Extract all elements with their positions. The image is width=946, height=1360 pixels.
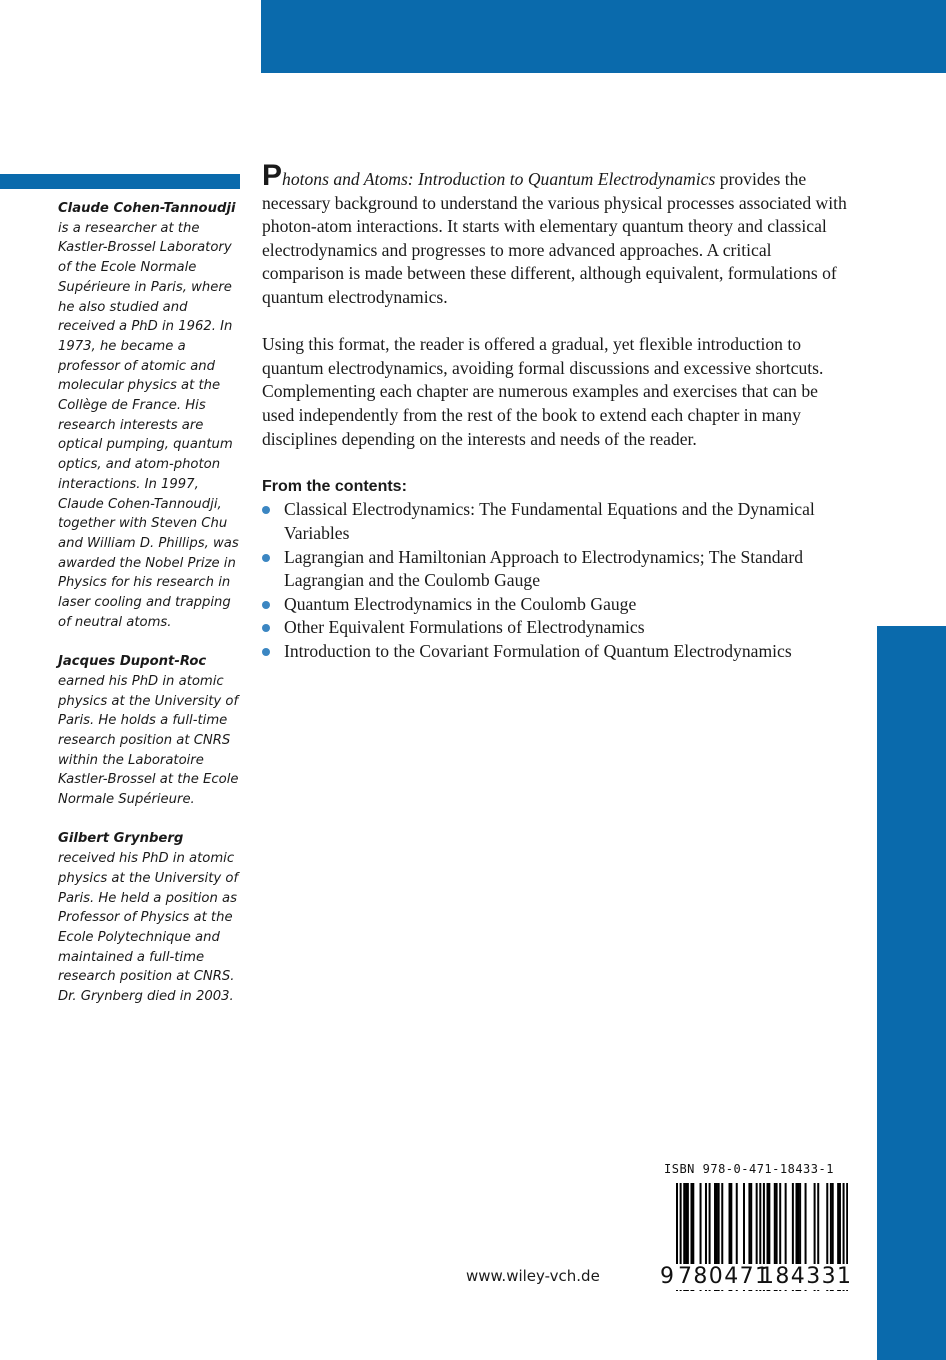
- book-title: hotons and Atoms: Introduction to Quantum Electrodynamics: [282, 169, 716, 189]
- bullet-icon: [262, 506, 270, 514]
- bio-text: earned his PhD in atomic physics at the University of Paris. He holds a full-time research position at CNRS within the Laboratoire Kastler-Brossel at the Ecole Normale Supérieure.: [58, 673, 239, 808]
- barcode-digits: [660, 1264, 853, 1290]
- list-item: [262, 498, 852, 545]
- right-color-band: [877, 626, 946, 1360]
- bullet-icon: [262, 648, 270, 656]
- list-item-text: Introduction to the Covariant Formulation of Quantum Electrodynamics: [284, 640, 792, 661]
- intro-paragraph: [262, 159, 852, 310]
- list-item-text: Other Equivalent Formulations of Electrodynamics: [284, 617, 645, 638]
- bullet-icon: [262, 554, 270, 562]
- bio-name: Gilbert Grynberg: [58, 831, 184, 847]
- bio-dupont-roc: [58, 652, 244, 810]
- intro-text: provides the necessary background to understand the various physical processes associated with photon-atom interactions. It starts with elementary quantum theory and classical electrodynamics and progresses to more advanced approaches. A critical comparison is made between these different, although equivalent, formulations of quantum electrodynamics.: [262, 169, 847, 307]
- isbn-label: ISBN 978-0-471-18433-1: [664, 1162, 834, 1176]
- list-item: [262, 640, 852, 664]
- bullet-icon: [262, 601, 270, 609]
- drop-cap: P: [262, 159, 283, 192]
- bio-text: is a researcher at the Kastler-Brossel Laboratory of the Ecole Normale Supérieure in Paris, where he also studied and received a PhD in 1962. In 1973, he became a professor of atomic and molecular physics at the Collège de France. His research interests are optical pumping, quantum optics, and atom-photon interactions. In 1997, Claude Cohen-Tannoudji, together with Steven Chu and William D. Phillips, was awarded the Nobel Prize in Physics for his research in laser cooling and trapping of neutral atoms.: [58, 220, 239, 630]
- format-paragraph: Using this format, the reader is offered a gradual, yet flexible introduction to quantum electrodynamics, avoiding formal discussions and excessive shortcuts. Complementing each chapter are numerous examples and exercises that can be used independently from the rest of the book to extend each chapter in many disciplines depending on the interests and needs of the reader.: [262, 334, 824, 449]
- barcode-left-digits: 780471: [678, 1264, 771, 1289]
- publisher-website: www.wiley-vch.de: [466, 1267, 600, 1285]
- bullet-icon: [262, 624, 270, 632]
- bio-name: Claude Cohen-Tannoudji: [58, 201, 236, 216]
- list-item-text: Lagrangian and Hamiltonian Approach to Electrodynamics; The Standard Lagrangian and the Coulomb Gauge: [284, 546, 804, 591]
- top-color-band: [261, 0, 946, 73]
- book-description: [262, 159, 852, 663]
- list-item-text: Classical Electrodynamics: The Fundamental Equations and the Dynamical Variables: [284, 499, 815, 543]
- list-item: [262, 546, 852, 593]
- bio-name: Jacques Dupont-Roc: [58, 654, 207, 670]
- contents-list: [262, 498, 852, 663]
- author-bios: [58, 199, 244, 1026]
- sidebar-color-band: [0, 174, 240, 189]
- list-item: [262, 593, 852, 617]
- list-item-text: Quantum Electrodynamics in the Coulomb Gauge: [284, 593, 637, 614]
- barcode-first-digit: 9: [660, 1264, 674, 1289]
- bio-text: received his PhD in atomic physics at the University of Paris. He held a position as Professor of Physics at the Ecole Polytechnique and maintained a full-time research position at CNRS. Dr. Grynberg died in 2003.: [58, 851, 239, 1005]
- bio-grynberg: [58, 829, 244, 1006]
- contents-heading: From the contents:: [262, 477, 407, 495]
- list-item: [262, 616, 852, 640]
- bio-cohen-tannoudji: [58, 199, 244, 632]
- barcode-right-digits: 184331: [760, 1264, 853, 1289]
